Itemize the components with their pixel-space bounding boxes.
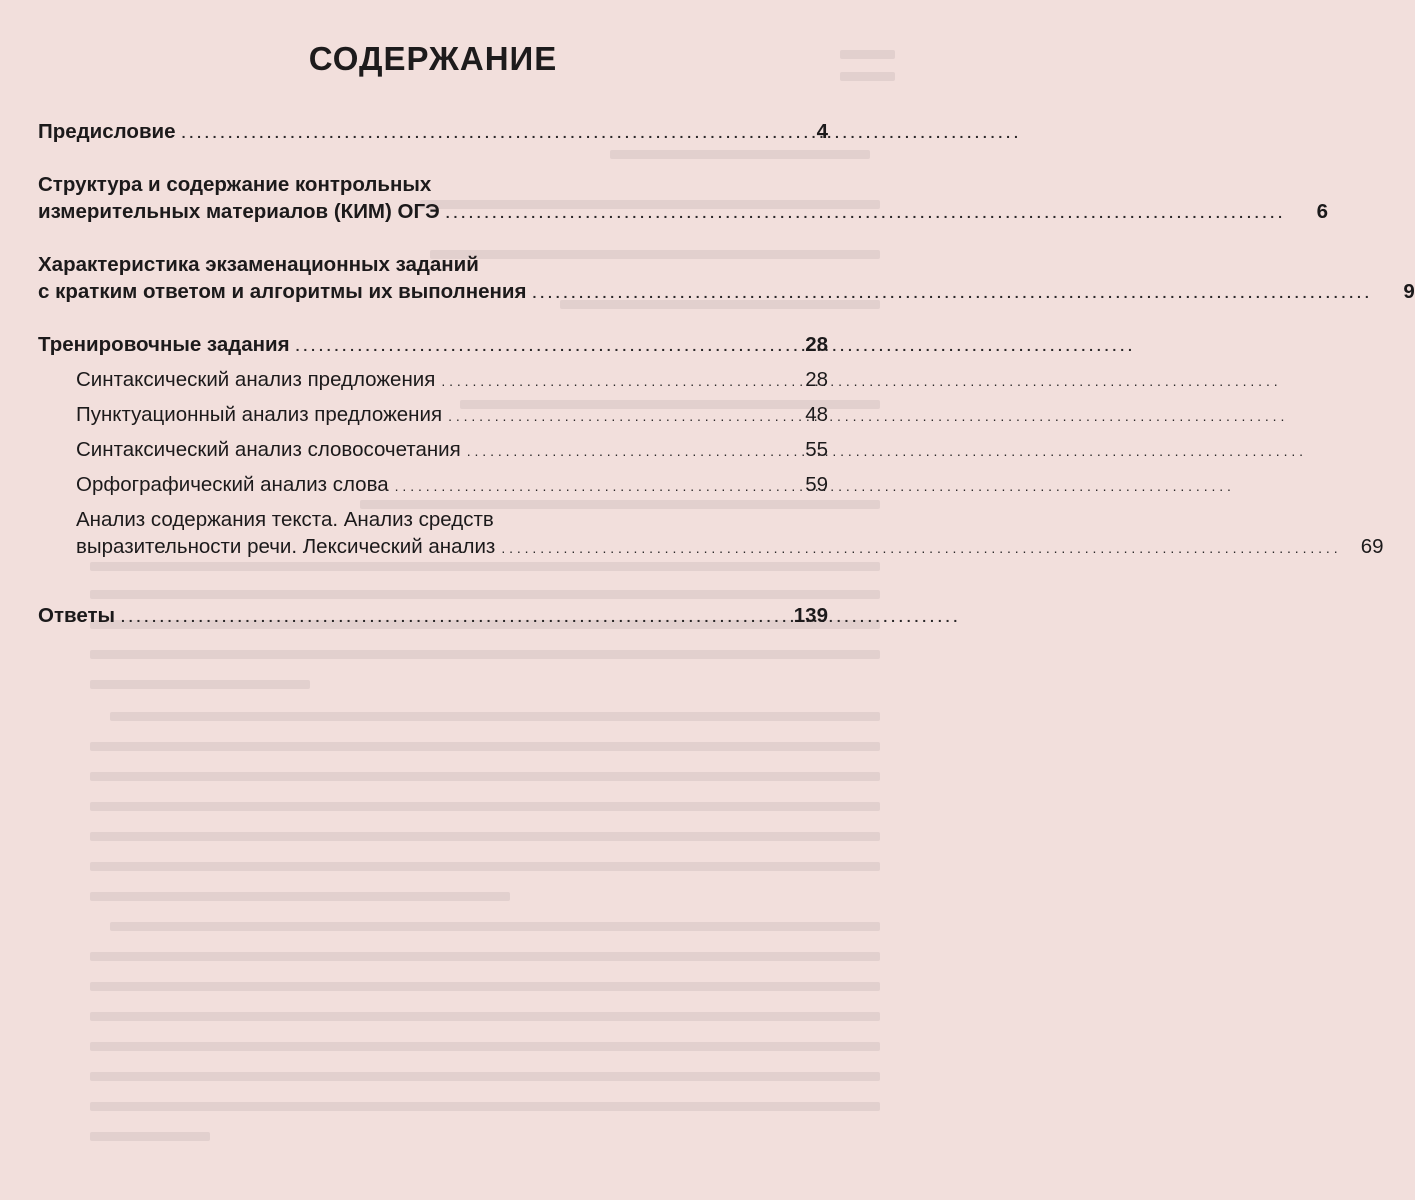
- toc-page-number: 6: [1316, 200, 1328, 223]
- toc-page-number: 69: [1360, 535, 1384, 558]
- dot-leader: [296, 339, 1132, 353]
- toc-entry-characteristics: [38, 251, 1415, 305]
- toc-subentry-punctuation: [38, 401, 828, 428]
- toc-entry-label: выразительности речи. Лексический анализ: [76, 535, 496, 558]
- toc-entry-label: Синтаксический анализ предложения: [76, 368, 436, 391]
- toc-entry-preface: [38, 118, 828, 145]
- toc-entry-label: Анализ содержания текста. Анализ средств: [76, 508, 494, 531]
- toc-entry-label: измерительных материалов (КИМ) ОГЭ: [38, 200, 440, 223]
- toc-page-number: 28: [805, 368, 828, 391]
- toc-entry-label: Предисловие: [38, 120, 176, 143]
- table-of-contents: [38, 38, 1415, 629]
- toc-page-number: 139: [793, 604, 828, 627]
- toc-page-number: 48: [805, 403, 828, 426]
- toc-entry-training: [38, 331, 828, 358]
- dot-leader: [441, 374, 1277, 388]
- dot-leader: [121, 610, 957, 624]
- toc-subentry-orthography: [38, 471, 828, 498]
- toc-entry-structure: [38, 171, 1328, 225]
- toc-entry-label: Характеристика экзаменационных заданий: [38, 253, 479, 276]
- toc-page-number: 28: [805, 333, 828, 356]
- toc-entry-label: Орфографический анализ слова: [76, 473, 389, 496]
- dot-leader: [501, 541, 1337, 555]
- dot-leader: [532, 286, 1368, 300]
- toc-entry-label: Синтаксический анализ словосочетания: [76, 438, 461, 461]
- dot-leader: [446, 206, 1282, 220]
- toc-page-number: 55: [805, 438, 828, 461]
- toc-subentry-syntax-phrase: [38, 436, 828, 463]
- toc-entry-label: Ответы: [38, 604, 115, 627]
- toc-title: СОДЕРЖАНИЕ: [308, 40, 558, 77]
- toc-entry-label: Пунктуационный анализ предложения: [76, 403, 443, 426]
- toc-page-number: 4: [816, 120, 828, 143]
- toc-entry-label: Структура и содержание контрольных: [38, 173, 432, 196]
- toc-page-number: 9: [1403, 280, 1415, 303]
- dot-leader: [182, 126, 1018, 140]
- dot-leader: [467, 444, 1303, 458]
- toc-entry-label: с кратким ответом и алгоритмы их выполнения: [38, 280, 527, 303]
- toc-entry-label: Тренировочные задания: [38, 333, 290, 356]
- toc-subentry-text-analysis: [38, 506, 1384, 560]
- dot-leader: [448, 409, 1284, 423]
- toc-page-number: 59: [805, 473, 828, 496]
- toc-subentry-syntax-sentence: [38, 366, 828, 393]
- toc-entry-answers: [38, 602, 828, 629]
